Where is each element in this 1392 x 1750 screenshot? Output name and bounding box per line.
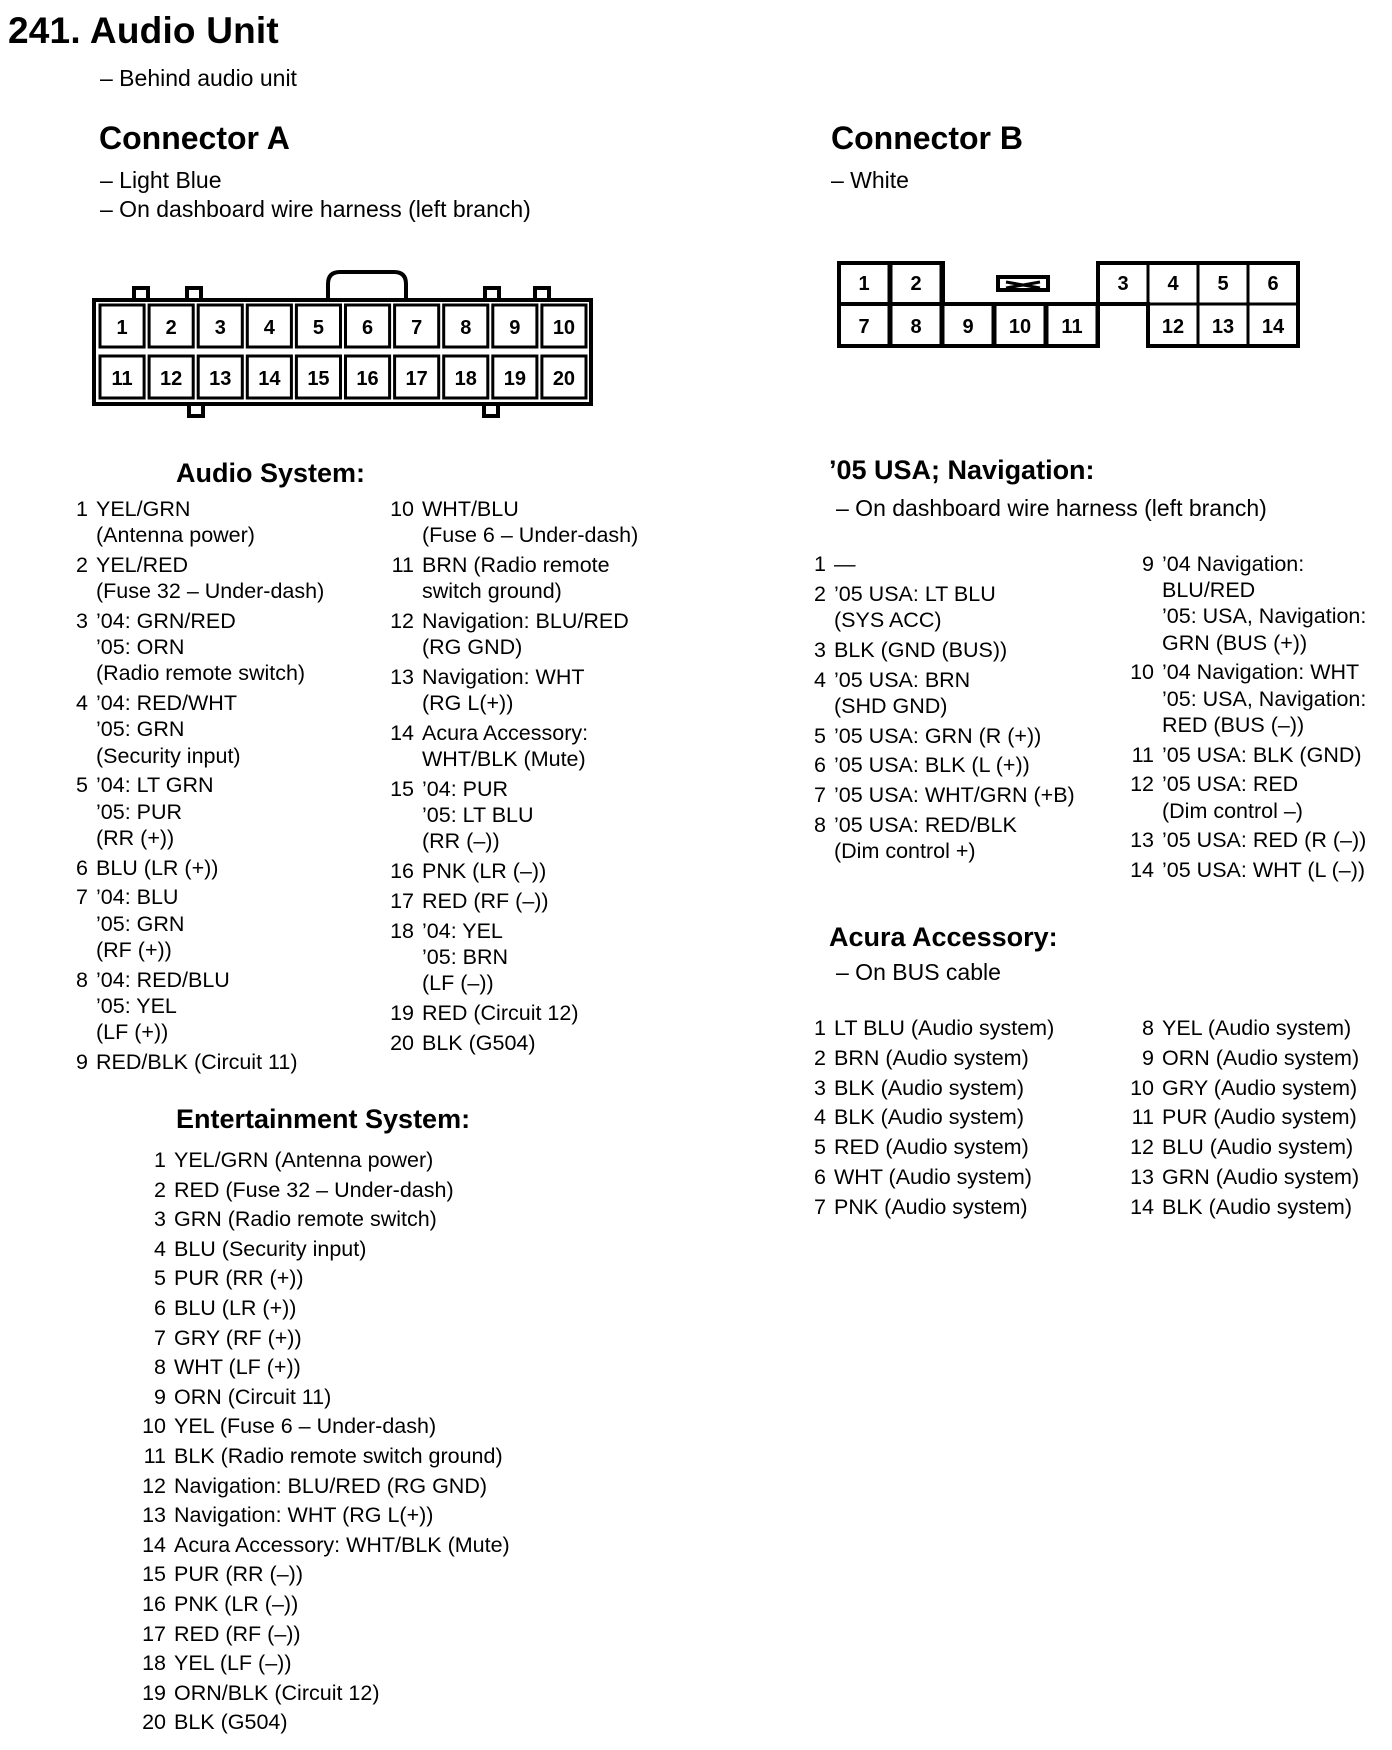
wire-description: BLU (Security input) <box>174 1236 367 1261</box>
list-item <box>132 1147 582 1173</box>
wire-description: RED (Fuse 32 – Under-dash) <box>174 1177 454 1202</box>
connector-b-color: – White <box>831 167 909 193</box>
pin-number: 3 <box>814 637 826 662</box>
pin-label: 7 <box>858 316 870 338</box>
list-item <box>132 1384 582 1410</box>
wire-description: GRN (Radio remote switch) <box>174 1207 437 1232</box>
wire-description: Navigation: WHT (RG L(+)) <box>422 665 585 716</box>
pin-number: 2 <box>814 1045 826 1070</box>
list-item <box>132 1354 582 1380</box>
list-item <box>388 664 688 716</box>
list-item <box>388 1000 688 1026</box>
list-item <box>388 552 688 604</box>
wire-description: BLK (G504) <box>174 1710 288 1735</box>
wire-description: WHT (LF (+)) <box>174 1355 301 1380</box>
pin-number: 10 <box>1130 660 1154 685</box>
wire-description: ’05 USA: WHT/GRN (+B) <box>834 783 1075 808</box>
pin-number: 12 <box>1130 772 1154 797</box>
pin-number: 6 <box>154 1295 166 1320</box>
wire-description: RED/BLK (Circuit 11) <box>96 1049 298 1074</box>
wire-description: YEL (LF (–)) <box>174 1651 292 1676</box>
list-item <box>800 1015 1120 1041</box>
audio-system-list-col1 <box>62 496 362 1079</box>
pin-number: 13 <box>1130 1164 1154 1189</box>
pin-label: 19 <box>503 368 526 390</box>
audio-system-title: Audio System: <box>176 458 366 488</box>
wire-description: PUR (Audio system) <box>1162 1105 1357 1130</box>
pin-label: 3 <box>1117 273 1129 295</box>
pin-number: 15 <box>142 1562 166 1587</box>
pin-number: 9 <box>154 1384 166 1409</box>
list-item <box>132 1709 582 1735</box>
list-item <box>800 782 1120 808</box>
pin-label: 1 <box>116 317 128 339</box>
list-item <box>132 1473 582 1499</box>
list-item <box>800 581 1120 633</box>
pin-number: 13 <box>390 665 414 689</box>
unit-location: – Behind audio unit <box>100 65 297 91</box>
wire-description: ORN (Circuit 11) <box>174 1384 332 1409</box>
wire-description: ’05 USA: LT BLU (SYS ACC) <box>834 581 996 632</box>
pin-number: 14 <box>142 1532 166 1557</box>
navigation-list-col2 <box>1120 551 1390 887</box>
pin-label: 1 <box>858 273 870 295</box>
pin-label: 13 <box>209 368 232 390</box>
list-item <box>1120 771 1390 823</box>
list-item <box>1120 742 1390 768</box>
list-item <box>1120 827 1390 853</box>
pin-number: 8 <box>814 812 826 837</box>
wire-description: BLK (G504) <box>422 1030 536 1055</box>
pin-label: 10 <box>552 317 576 339</box>
pin-number: 17 <box>142 1621 166 1646</box>
navigation-title: ’05 USA; Navigation: <box>829 455 1095 485</box>
list-item <box>388 1030 688 1056</box>
pin-label: 11 <box>111 368 133 390</box>
wire-description: ’04: RED/WHT ’05: GRN (Security input) <box>96 691 241 768</box>
pin-number: 20 <box>142 1710 166 1735</box>
pin-number: 11 <box>143 1443 166 1468</box>
pin-label: 18 <box>454 368 477 390</box>
pin-number: 2 <box>76 553 88 577</box>
wire-description: ’05 USA: GRN (R (+)) <box>834 723 1042 748</box>
list-item <box>132 1325 582 1351</box>
wire-description: BLK (Audio system) <box>834 1075 1024 1100</box>
pin-number: 9 <box>1142 1045 1154 1070</box>
wire-description: ’04: BLU ’05: GRN (RF (+)) <box>96 885 185 962</box>
pin-number: 5 <box>814 1135 826 1160</box>
pin-label: 14 <box>258 368 281 390</box>
list-item <box>132 1177 582 1203</box>
wire-description: BLU (LR (+)) <box>174 1295 297 1320</box>
list-item <box>132 1295 582 1321</box>
list-item <box>1120 1104 1390 1130</box>
pin-number: 5 <box>154 1266 166 1291</box>
list-item <box>132 1680 582 1706</box>
pin-label: 20 <box>552 368 576 390</box>
pin-label: 8 <box>460 317 472 339</box>
connector-a-diagram <box>80 262 600 427</box>
list-item <box>62 608 362 687</box>
wire-description: ’05 USA: BLK (GND) <box>1162 742 1362 767</box>
wire-description: BRN (Audio system) <box>834 1045 1029 1070</box>
entertainment-system-title: Entertainment System: <box>176 1104 471 1134</box>
list-item <box>132 1502 582 1528</box>
pin-number: 4 <box>154 1236 166 1261</box>
pin-number: 14 <box>1130 1194 1154 1219</box>
pin-number: 12 <box>142 1473 166 1498</box>
list-item <box>62 772 362 851</box>
pin-label: 4 <box>1167 273 1179 295</box>
wire-description: ’04: GRN/RED ’05: ORN (Radio remote switch) <box>96 609 306 686</box>
wire-description: RED (Circuit 12) <box>422 1001 579 1025</box>
pin-number: 2 <box>814 581 826 606</box>
pin-number: 6 <box>814 1164 826 1189</box>
list-item <box>388 888 688 914</box>
pin-number: 19 <box>390 1001 414 1025</box>
pin-number: 7 <box>814 783 826 808</box>
wire-description: YEL (Fuse 6 – Under-dash) <box>174 1414 437 1439</box>
pin-number: 16 <box>142 1591 166 1616</box>
pin-number: 4 <box>76 691 88 716</box>
connector-b-diagram <box>836 260 1316 360</box>
list-item <box>62 552 362 604</box>
list-item <box>1120 551 1390 656</box>
list-item <box>800 1045 1120 1071</box>
list-item <box>62 496 362 548</box>
pin-label: 3 <box>214 317 226 339</box>
pin-number: 17 <box>390 889 414 913</box>
wire-description: ’04: LT GRN ’05: PUR (RR (+)) <box>96 773 214 850</box>
pin-number: 14 <box>390 721 414 745</box>
pin-label: 9 <box>509 317 521 339</box>
navigation-list-col1 <box>800 551 1120 868</box>
list-item <box>62 855 362 881</box>
acura-accessory-subtitle: – On BUS cable <box>836 959 1001 985</box>
list-item <box>800 1134 1120 1160</box>
list-item <box>132 1413 582 1439</box>
pin-label: 4 <box>263 317 275 339</box>
list-item <box>388 720 688 772</box>
wire-description: Navigation: BLU/RED (RG GND) <box>422 609 629 660</box>
pin-number: 9 <box>1142 552 1154 576</box>
wire-description: ’05 USA: RED (R (–)) <box>1162 828 1367 853</box>
pin-number: 8 <box>154 1355 166 1380</box>
wire-description: RED (RF (–)) <box>422 889 549 913</box>
page-title: 241. Audio Unit <box>8 10 279 51</box>
connector-a-title: Connector A <box>99 120 290 156</box>
pin-number: 19 <box>142 1680 166 1705</box>
pin-number: 4 <box>814 1105 826 1130</box>
pin-label: 7 <box>411 317 423 339</box>
wire-description: GRN (Audio system) <box>1162 1164 1360 1189</box>
list-item <box>800 667 1120 719</box>
pin-label: 5 <box>1217 273 1229 295</box>
pin-label: 5 <box>312 317 325 339</box>
wire-description: BLK (GND (BUS)) <box>834 637 1008 662</box>
list-item <box>388 608 688 660</box>
navigation-subtitle: – On dashboard wire harness (left branch) <box>836 495 1267 521</box>
wire-description: GRY (Audio system) <box>1162 1075 1358 1100</box>
wire-description: PUR (RR (+)) <box>174 1266 304 1291</box>
wire-description: Navigation: BLU/RED (RG GND) <box>174 1473 488 1498</box>
wire-description: ’05 USA: WHT (L (–)) <box>1162 858 1366 883</box>
pin-number: 11 <box>1131 1105 1154 1130</box>
acura-accessory-list-col2 <box>1120 1015 1390 1224</box>
list-item <box>1120 1194 1390 1220</box>
wire-description: BLK (Audio system) <box>1162 1194 1352 1219</box>
wire-description: BLK (Radio remote switch ground) <box>174 1443 503 1468</box>
pin-number: 3 <box>154 1207 166 1232</box>
pin-number: 3 <box>76 609 88 633</box>
list-item <box>1120 1134 1390 1160</box>
wire-description: Acura Accessory: WHT/BLK (Mute) <box>422 721 589 772</box>
wire-description: ’05 USA: RED/BLK (Dim control +) <box>834 812 1017 864</box>
list-item <box>800 1075 1120 1101</box>
wire-description: Acura Accessory: WHT/BLK (Mute) <box>174 1532 510 1557</box>
wire-description: ’04 Navigation: WHT ’05: USA, Navigation: RED (BUS (–)) <box>1162 660 1367 737</box>
list-item <box>1120 659 1390 738</box>
list-item <box>800 752 1120 778</box>
wire-description: BLU (Audio system) <box>1162 1135 1354 1160</box>
list-item <box>62 884 362 963</box>
pin-label: 9 <box>962 316 974 338</box>
pin-number: 1 <box>814 1016 826 1040</box>
pin-number: 6 <box>814 753 826 778</box>
list-item <box>388 776 688 855</box>
wire-description: WHT/BLU (Fuse 6 – Under-dash) <box>422 497 639 548</box>
pin-number: 18 <box>390 918 414 943</box>
pin-label: 6 <box>1267 273 1279 295</box>
wire-description: ’04: PUR ’05: LT BLU (RR (–)) <box>422 777 534 854</box>
wire-description: ’05 USA: RED (Dim control –) <box>1162 772 1303 823</box>
pin-number: 16 <box>390 859 414 884</box>
list-item <box>388 496 688 548</box>
list-item <box>800 1194 1120 1220</box>
list-item <box>1120 1075 1390 1101</box>
list-item <box>132 1561 582 1587</box>
pin-label: 13 <box>1211 316 1235 338</box>
wire-description: ’05 USA: BRN (SHD GND) <box>834 667 971 718</box>
list-item <box>132 1236 582 1262</box>
wire-description: YEL/RED (Fuse 32 – Under-dash) <box>96 553 325 604</box>
pin-number: 2 <box>154 1177 166 1202</box>
pin-number: 1 <box>76 497 88 521</box>
list-item <box>132 1650 582 1676</box>
pin-label: 16 <box>356 368 379 390</box>
wire-description: ORN (Audio system) <box>1162 1045 1360 1070</box>
acura-accessory-title: Acura Accessory: <box>829 922 1058 952</box>
list-item <box>388 918 688 997</box>
list-item <box>388 858 688 884</box>
connector-a-location: – On dashboard wire harness (left branch) <box>100 196 531 222</box>
wire-description: RED (Audio system) <box>834 1135 1029 1160</box>
pin-label: 6 <box>361 317 374 339</box>
wire-description: — <box>834 552 856 576</box>
connector-a-color: – Light Blue <box>100 167 222 193</box>
list-item <box>1120 1045 1390 1071</box>
pin-number: 9 <box>76 1049 88 1074</box>
list-item <box>132 1621 582 1647</box>
audio-system-list-col2 <box>388 496 688 1060</box>
wire-description: YEL (Audio system) <box>1162 1016 1352 1040</box>
list-item <box>132 1206 582 1232</box>
wire-description: BRN (Radio remote switch ground) <box>422 553 610 604</box>
pin-number: 10 <box>1130 1075 1154 1100</box>
pin-label: 15 <box>307 368 330 390</box>
list-item <box>132 1591 582 1617</box>
pin-number: 11 <box>391 553 414 577</box>
pin-number: 13 <box>1130 828 1154 853</box>
pin-number: 3 <box>814 1075 826 1100</box>
wire-description: WHT (Audio system) <box>834 1164 1032 1189</box>
wire-description: GRY (RF (+)) <box>174 1325 302 1350</box>
pin-number: 18 <box>142 1651 166 1676</box>
list-item <box>800 812 1120 864</box>
pin-label: 2 <box>910 273 922 295</box>
list-item <box>62 690 362 769</box>
list-item <box>62 1049 362 1075</box>
wire-description: BLU (LR (+)) <box>96 855 219 880</box>
wire-description: YEL/GRN (Antenna power) <box>174 1148 434 1172</box>
pin-number: 10 <box>142 1414 166 1439</box>
wire-description: ’04: YEL ’05: BRN (LF (–)) <box>422 918 509 996</box>
pin-number: 6 <box>76 855 88 880</box>
pin-number: 7 <box>76 885 88 910</box>
pin-label: 2 <box>165 317 177 339</box>
acura-accessory-list-col1 <box>800 1015 1120 1224</box>
pin-label: 12 <box>1161 316 1185 338</box>
pin-label: 11 <box>1061 316 1083 338</box>
pin-number: 7 <box>814 1194 826 1219</box>
list-item <box>62 967 362 1046</box>
wire-description: LT BLU (Audio system) <box>834 1016 1055 1040</box>
wire-description: YEL/GRN (Antenna power) <box>96 497 255 548</box>
pin-number: 8 <box>76 967 88 992</box>
wire-description: ’05 USA: BLK (L (+)) <box>834 753 1030 778</box>
pin-number: 15 <box>390 777 414 801</box>
list-item <box>132 1265 582 1291</box>
list-item <box>800 551 1120 577</box>
pin-label: 14 <box>1261 316 1285 338</box>
list-item <box>132 1443 582 1469</box>
wire-description: PNK (Audio system) <box>834 1194 1028 1219</box>
pin-number: 4 <box>814 667 826 692</box>
pin-number: 5 <box>76 773 88 798</box>
pin-label: 10 <box>1008 316 1032 338</box>
pin-number: 11 <box>1131 742 1154 767</box>
pin-number: 12 <box>1130 1135 1154 1160</box>
list-item <box>800 637 1120 663</box>
wire-description: RED (RF (–)) <box>174 1621 301 1646</box>
pin-number: 13 <box>142 1503 166 1528</box>
pin-number: 1 <box>154 1148 166 1172</box>
wire-description: Navigation: WHT (RG L(+)) <box>174 1503 434 1528</box>
pin-number: 10 <box>390 497 414 521</box>
pin-number: 12 <box>390 609 414 633</box>
pin-number: 8 <box>1142 1016 1154 1040</box>
wire-description: ORN/BLK (Circuit 12) <box>174 1680 380 1705</box>
pin-number: 20 <box>390 1030 414 1055</box>
entertainment-system-list <box>132 1147 582 1739</box>
wire-description: ’04 Navigation: BLU/RED ’05: USA, Navigation: GRN (BUS (+)) <box>1162 552 1367 655</box>
wire-description: PUR (RR (–)) <box>174 1562 303 1587</box>
wire-description: PNK (LR (–)) <box>422 859 547 884</box>
wire-description: ’04: RED/BLU ’05: YEL (LF (+)) <box>96 967 230 1045</box>
pin-label: 17 <box>405 368 428 390</box>
list-item <box>1120 1164 1390 1190</box>
list-item <box>1120 857 1390 883</box>
pin-number: 5 <box>814 723 826 748</box>
pin-label: 8 <box>910 316 922 338</box>
pin-number: 7 <box>154 1325 166 1350</box>
list-item <box>800 1104 1120 1130</box>
wire-description: PNK (LR (–)) <box>174 1591 299 1616</box>
list-item <box>1120 1015 1390 1041</box>
pin-number: 14 <box>1130 858 1154 883</box>
list-item <box>132 1532 582 1558</box>
connector-b-title: Connector B <box>831 120 1023 156</box>
list-item <box>800 723 1120 749</box>
list-item <box>800 1164 1120 1190</box>
pin-number: 1 <box>814 552 826 576</box>
wire-description: BLK (Audio system) <box>834 1105 1024 1130</box>
pin-label: 12 <box>160 368 183 390</box>
